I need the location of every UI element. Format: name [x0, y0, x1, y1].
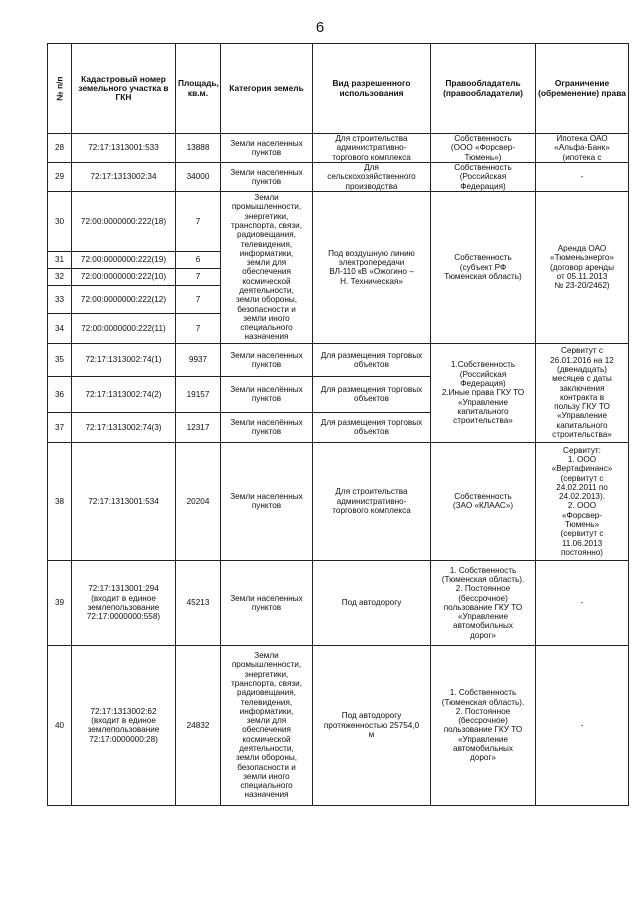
owner-cell: Собственность (ЗАО «КЛААС»): [431, 442, 536, 560]
restriction-cell: Аренда ОАО «Тюменьэнерго» (договор аренды от 05.11.2013 № 23-20/2462): [536, 191, 629, 343]
area-cell: 7: [176, 285, 221, 313]
cadastral-cell: 72:17:1313001:294 (входит в единое землепользование 72:17:0000000:558): [72, 560, 176, 645]
restriction-cell: -: [536, 560, 629, 645]
restriction-cell: -: [536, 645, 629, 805]
usage-cell: Под воздушную линию электропередачи ВЛ-110 кВ «Ожогино – Н. Техническая»: [313, 191, 431, 343]
cadastral-cell: 72:17:1313001:533: [72, 134, 176, 163]
header-restriction: Ограничение (обременение) права: [536, 44, 629, 134]
usage-cell: Для размещения торговых объектов: [313, 412, 431, 442]
row-num: 38: [48, 442, 72, 560]
header-num: № п/п: [48, 44, 72, 134]
row-num: 29: [48, 162, 72, 191]
cadastral-cell: 72:17:1313002:74(1): [72, 343, 176, 376]
area-cell: 34000: [176, 162, 221, 191]
cadastral-cell: 72:00:0000000:222(18): [72, 191, 176, 251]
area-cell: 6: [176, 251, 221, 268]
cadastral-cell: 72:00:0000000:222(10): [72, 268, 176, 285]
owner-cell: Собственность (субъект РФ Тюменская область): [431, 191, 536, 343]
area-cell: 7: [176, 191, 221, 251]
row-num: 31: [48, 251, 72, 268]
area-cell: 24832: [176, 645, 221, 805]
restriction-cell: Ипотека ОАО «Альфа-Банк» (ипотека с: [536, 134, 629, 163]
owner-cell: Собственность (Российская Федерация): [431, 162, 536, 191]
usage-cell: Под автодорогу протяженностью 25754,0 м: [313, 645, 431, 805]
owner-cell: 1. Собственность (Тюменская область). 2. Постоянное (бессрочное) пользование ГКУ ТО «Управление автомобильных дорог»: [431, 560, 536, 645]
owner-cell: Собственность (ООО «Форсвер- Тюмень»): [431, 134, 536, 163]
table-row: [48, 560, 629, 645]
header-cadastral: Кадастровый номер земельного участка в ГКН: [72, 44, 176, 134]
cadastral-cell: 72:00:0000000:222(11): [72, 313, 176, 343]
cadastral-cell: 72:00:0000000:222(19): [72, 251, 176, 268]
area-cell: 45213: [176, 560, 221, 645]
category-cell: Земли промышленности, энергетики, транспорта, связи, радиовещания, телевидения, информатики, земли для обеспечения космической деятельности, земли обороны, безопасности и земли иного специального назначения: [221, 191, 313, 343]
usage-cell: Для сельскохозяйственного производства: [313, 162, 431, 191]
category-cell: Земли населенных пунктов: [221, 162, 313, 191]
page-number: 6: [315, 19, 325, 36]
table-header-row: [48, 44, 629, 134]
cadastral-cell: 72:17:1313002:74(3): [72, 412, 176, 442]
header-owner: Правообладатель (правообладатели): [431, 44, 536, 134]
table-row: [48, 343, 629, 376]
row-num: 35: [48, 343, 72, 376]
row-num: 36: [48, 376, 72, 412]
category-cell: Земли населенных пунктов: [221, 442, 313, 560]
category-cell: Земли промышленности, энергетики, транспорта, связи, радиовещания, телевидения, информатики, земли для обеспечения космической деятельности, земли обороны, безопасности и земли иного специального назначения: [221, 645, 313, 805]
owner-cell: 1. Собственность (Тюменская область). 2. Постоянное (бессрочное) пользование ГКУ ТО «Управление автомобильных дорог»: [431, 645, 536, 805]
category-cell: Земли населенных пунктов: [221, 560, 313, 645]
category-cell: Земли населённых пунктов: [221, 376, 313, 412]
owner-cell: 1.Собственность (Российская Федерация) 2.Иные права ГКУ ТО «Управление капитального строительства»: [431, 343, 536, 442]
row-num: 32: [48, 268, 72, 285]
table-row: [48, 645, 629, 805]
area-cell: 7: [176, 268, 221, 285]
table-row: [48, 162, 629, 191]
usage-cell: Для размещения торговых объектов: [313, 343, 431, 376]
restriction-cell: Сервитут с 26.01.2016 на 12 (двенадцать) месяцев с даты заключения контракта в пользу ГКУ ТО «Управление капитального строительства»: [536, 343, 629, 442]
row-num: 30: [48, 191, 72, 251]
cadastral-cell: 72:17:1313002:74(2): [72, 376, 176, 412]
area-cell: 7: [176, 313, 221, 343]
usage-cell: Для строительства административно- торгового комплекса: [313, 134, 431, 163]
cadastral-cell: 72:00:0000000:222(12): [72, 285, 176, 313]
category-cell: Земли населенных пунктов: [221, 343, 313, 376]
row-num: 28: [48, 134, 72, 163]
row-num: 34: [48, 313, 72, 343]
header-usage: Вид разрешенного использования: [313, 44, 431, 134]
header-category: Категория земель: [221, 44, 313, 134]
usage-cell: Для размещения торговых объектов: [313, 376, 431, 412]
area-cell: 12317: [176, 412, 221, 442]
category-cell: Земли населенных пунктов: [221, 134, 313, 163]
restriction-cell: Сервитут: 1. ООО «Вертафинанс» (сервитут с 24.02.2011 по 24.02.2013). 2. ООО «Форсвер- Тюмень» (сервитут с 11.06.2013 постоянно): [536, 442, 629, 560]
table-row: [48, 442, 629, 560]
row-num: 33: [48, 285, 72, 313]
usage-cell: Для строительства административно- торгового комплекса: [313, 442, 431, 560]
table-row: [48, 191, 629, 251]
category-cell: Земли населённых пунктов: [221, 412, 313, 442]
header-area: Площадь, кв.м.: [176, 44, 221, 134]
cadastral-cell: 72:17:1313001:534: [72, 442, 176, 560]
cadastral-cell: 72:17:1313002:34: [72, 162, 176, 191]
usage-cell: Под автодорогу: [313, 560, 431, 645]
cadastral-cell: 72:17:1313002:62 (входит в единое землепользование 72:17:0000000:28): [72, 645, 176, 805]
row-num: 37: [48, 412, 72, 442]
area-cell: 20204: [176, 442, 221, 560]
area-cell: 9937: [176, 343, 221, 376]
area-cell: 13888: [176, 134, 221, 163]
land-plots-table: [47, 43, 629, 806]
row-num: 39: [48, 560, 72, 645]
area-cell: 19157: [176, 376, 221, 412]
table-row: [48, 134, 629, 163]
restriction-cell: -: [536, 162, 629, 191]
row-num: 40: [48, 645, 72, 805]
